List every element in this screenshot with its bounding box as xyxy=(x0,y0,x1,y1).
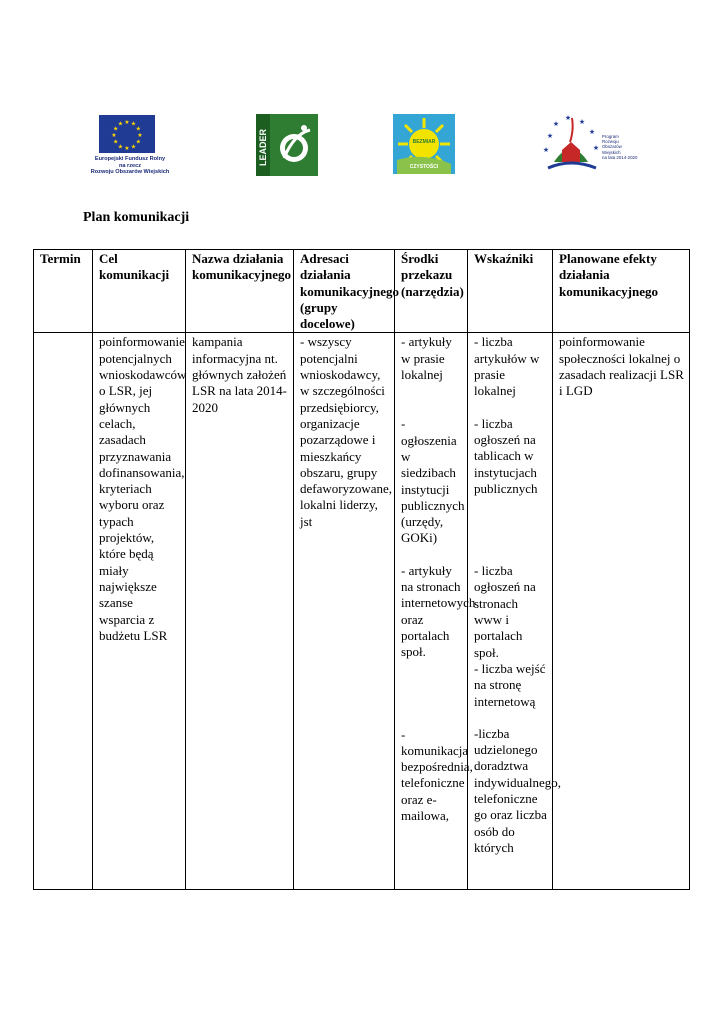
sun-logo-text-bottom: CZYSTOŚCI xyxy=(409,164,439,170)
cell-efekty: poinformowanie społeczności lokalnej o zasadach realizacji LSR i LGD xyxy=(553,333,690,890)
svg-text:★: ★ xyxy=(578,118,586,126)
prow-caption-line: na lata 2014-2020 xyxy=(602,154,638,160)
svg-text:★: ★ xyxy=(124,145,130,152)
prow-logo xyxy=(540,112,640,184)
eu-fund-caption xyxy=(85,156,175,176)
logo-strip xyxy=(0,110,724,185)
header-nazwa: Nazwa działania komunikacyjnego xyxy=(186,250,294,333)
svg-text:★: ★ xyxy=(117,120,124,128)
leader-logo xyxy=(256,114,318,176)
cell-srodki xyxy=(395,333,476,890)
header-wskazniki: Wskaźniki xyxy=(468,250,553,333)
svg-text:★: ★ xyxy=(113,125,119,133)
wskazniki-item: - liczba artykułów w prasie lokalnej xyxy=(474,334,540,399)
svg-text:★: ★ xyxy=(124,119,130,126)
cell-cel: poinformowanie potencjalnych wnioskodawców o LSR, jej głównych celach, zasadach przyznawania dofinansowania, kryteriach wyboru oraz typach projektów, które będą miały największe szanse wsparcia z budżetu LSR xyxy=(93,333,186,890)
wskazniki-item: - liczba ogłoszeń na tablicach w instytucjach publicznych xyxy=(474,415,538,496)
eu-caption-line: na rzecz xyxy=(118,162,142,169)
header-srodki: Środki przekazu (narzędzia) xyxy=(395,250,468,333)
srodki-item: - komunikacja bezpośrednia, telefoniczne oraz e-mailowa, xyxy=(401,726,473,824)
header-termin: Termin xyxy=(34,250,93,333)
eu-caption-line: Rozwoju Obszarów Wiejskich xyxy=(90,169,170,176)
communication-plan-table xyxy=(33,249,690,890)
prow-caption-line: Rozwoju xyxy=(602,139,619,145)
header-cel: Cel komunikacji xyxy=(93,250,186,333)
svg-text:★: ★ xyxy=(592,144,600,152)
page-title: Plan komunikacji xyxy=(83,210,190,225)
wskazniki-item: - liczba wejść na stronę internetową xyxy=(474,660,546,709)
table-header-row xyxy=(34,250,690,333)
svg-text:★: ★ xyxy=(564,114,572,122)
svg-text:★: ★ xyxy=(130,120,137,128)
eu-caption-line: Europejski Fundusz Rolny xyxy=(94,156,166,162)
svg-text:★: ★ xyxy=(546,132,554,140)
sun-logo-text-top: BEZMIAR xyxy=(412,139,436,145)
prow-caption-line: Program xyxy=(602,134,619,139)
cell-nazwa: kampania informacyjna nt. głównych założeń LSR na lata 2014- 2020 xyxy=(186,333,294,890)
cell-wskazniki xyxy=(468,333,562,890)
svg-text:★: ★ xyxy=(552,120,560,128)
header-adresaci: Adresaci działania komunikacyjnego (grupy docelowe) xyxy=(294,250,395,333)
leader-logo-text: LEADER xyxy=(258,128,268,166)
svg-text:★: ★ xyxy=(135,125,141,133)
wskazniki-item: - liczba ogłoszeń na stronach www i portalach społ. xyxy=(474,563,536,660)
prow-caption-line: Wiejskich xyxy=(602,149,621,155)
svg-text:★: ★ xyxy=(588,128,596,136)
svg-text:★: ★ xyxy=(135,138,141,146)
table-row xyxy=(34,333,690,890)
svg-text:★: ★ xyxy=(111,132,117,139)
header-efekty: Planowane efekty działania komunikacyjnego xyxy=(553,250,690,333)
svg-text:★: ★ xyxy=(117,143,124,151)
prow-caption xyxy=(602,134,642,160)
srodki-item: - ogłoszenia w siedzibach instytucji publicznych (urzędy, GOKi) xyxy=(401,416,465,546)
svg-text:★: ★ xyxy=(130,143,137,151)
wskazniki-item: -liczba udzielonego doradztwa indywidualnego, telefoniczne go oraz liczba osób do których xyxy=(474,725,562,855)
srodki-item: - artykuły na stronach internetowych oraz portalach społ. xyxy=(401,562,476,660)
lgd-sun-logo xyxy=(393,114,455,174)
eu-fund-logo xyxy=(85,115,175,185)
svg-text:★: ★ xyxy=(113,138,119,146)
svg-text:★: ★ xyxy=(542,146,550,154)
srodki-item: - artykuły w prasie lokalnej xyxy=(401,334,452,383)
cell-adresaci: - wszyscy potencjalni wnioskodawcy, w szczególności przedsiębiorcy, organizacje pozarządowe i mieszkańcy obszaru, grupy defaworyzowane, lokalni liderzy, jst xyxy=(294,333,395,890)
prow-caption-line: Obszarów xyxy=(602,144,622,150)
cell-termin xyxy=(34,333,93,890)
eu-flag-icon xyxy=(99,115,155,153)
svg-text:★: ★ xyxy=(137,132,143,139)
